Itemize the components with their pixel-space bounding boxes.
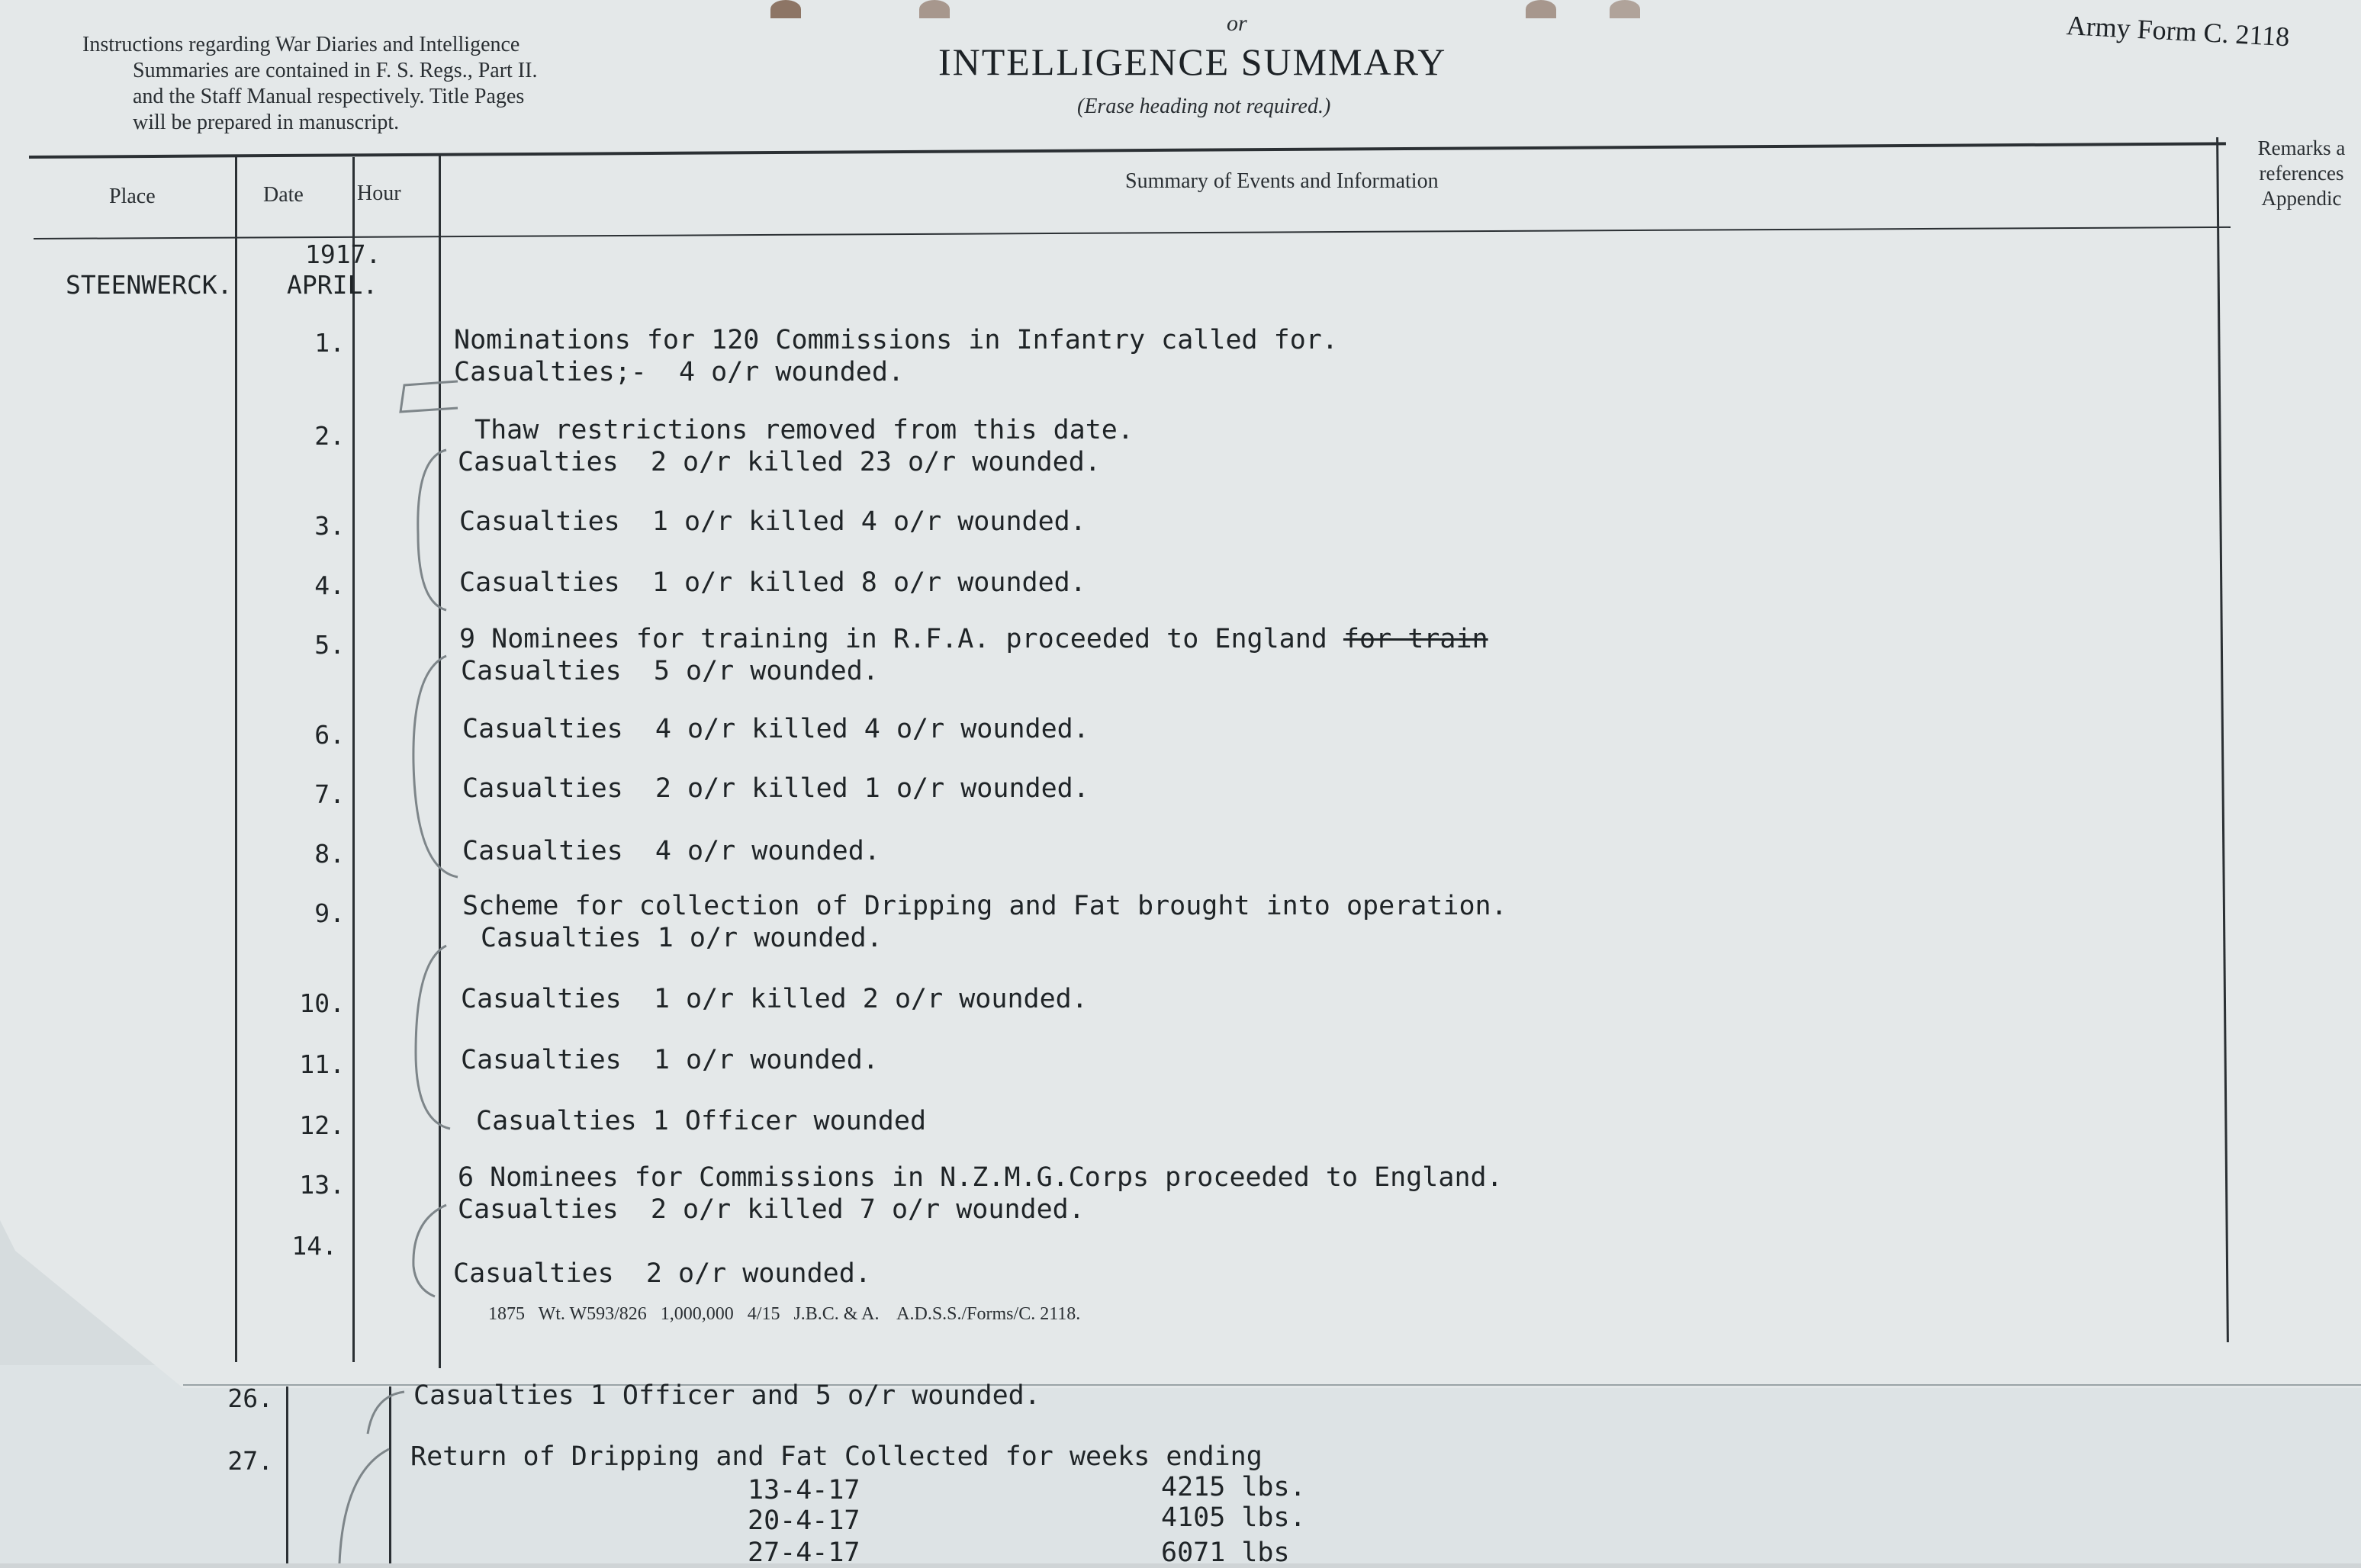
return-week: 27-4-17 — [748, 1537, 860, 1568]
entry-date: 6. — [314, 720, 345, 750]
lower-date-rule — [286, 1386, 288, 1563]
entry-date: 1. — [314, 328, 345, 358]
entry-date: 5. — [314, 630, 345, 660]
return-week: 13-4-17 — [748, 1475, 860, 1505]
remarks-column-header — [2244, 136, 2359, 211]
entry-line: Casualties 1 o/r killed 8 o/r wounded. — [459, 567, 1086, 598]
entry-date: 7. — [314, 779, 345, 809]
entry-line: Nominations for 120 Commissions in Infantry called for. — [454, 325, 1338, 355]
punch-hole — [770, 0, 801, 18]
entry-line: Casualties 1 Officer and 5 o/r wounded. — [413, 1380, 1041, 1411]
entry-line: Casualties 1 o/r killed 2 o/r wounded. — [461, 984, 1088, 1014]
entry-line — [459, 624, 1488, 654]
entry-line: Casualties 2 o/r killed 7 o/r wounded. — [458, 1194, 1085, 1225]
place-label: STEENWERCK. — [66, 270, 233, 300]
entry-date: 11. — [299, 1049, 345, 1079]
entry-date: 4. — [314, 570, 345, 600]
entry-line: Casualties 2 o/r killed 23 o/r wounded. — [458, 447, 1101, 477]
instructions-block — [82, 32, 662, 136]
printer-imprint: 1875 Wt. W593/826 1,000,000 4/15 J.B.C. & A. A.D.S.S./Forms/C. 2118. — [488, 1304, 1081, 1324]
entry-line: Thaw restrictions removed from this date. — [474, 415, 1134, 445]
entry-line: Casualties 1 Officer wounded — [476, 1106, 927, 1136]
erase-note: (Erase heading not required.) — [1077, 95, 1331, 118]
entry-date: 27. — [227, 1446, 273, 1476]
entry-line: Casualties;- 4 o/r wounded. — [454, 357, 905, 387]
entry-line: Casualties 2 o/r wounded. — [453, 1258, 871, 1289]
entry-date: 9. — [314, 898, 345, 928]
entry-line: Return of Dripping and Fat Collected for weeks ending — [410, 1441, 1263, 1472]
entry-line: 6 Nominees for Commissions in N.Z.M.G.Corps proceeded to England. — [458, 1162, 1503, 1193]
entry-line: Casualties 1 o/r killed 4 o/r wounded. — [459, 506, 1086, 537]
hour-column-rule — [439, 156, 441, 1368]
punch-hole — [1610, 0, 1640, 18]
entry-line: Casualties 1 o/r wounded. — [461, 1045, 879, 1075]
lower-hour-rule — [389, 1386, 391, 1563]
entry-date: 13. — [299, 1170, 345, 1200]
place-column-header: Place — [109, 185, 156, 208]
summary-column-header: Summary of Events and Information — [1125, 169, 1439, 193]
punch-hole — [1526, 0, 1556, 18]
place-column-rule — [235, 157, 237, 1362]
return-amount: 4105 lbs. — [1161, 1502, 1306, 1533]
entry-line: Casualties 4 o/r wounded. — [462, 836, 880, 866]
entry-text: 9 Nominees for training in R.F.A. proceeded to England — [459, 624, 1343, 654]
hour-column-header: Hour — [357, 182, 401, 205]
page-title: INTELLIGENCE SUMMARY — [938, 40, 1447, 83]
return-amount: 4215 lbs. — [1161, 1472, 1306, 1502]
instructions-line: and the Staff Manual respectively. Title Pages — [133, 85, 525, 108]
entry-line: Casualties 1 o/r wounded. — [481, 923, 883, 953]
entry-date: 2. — [314, 421, 345, 451]
remarks-line: Remarks a — [2257, 137, 2346, 159]
instructions-line: Summaries are contained in F. S. Regs., Part II. — [133, 59, 538, 82]
return-amount: 6071 lbs — [1161, 1537, 1290, 1568]
instructions-line: Instructions regarding War Diaries and Intelligence — [82, 33, 520, 56]
struck-text: for train — [1343, 624, 1488, 654]
return-week: 20-4-17 — [748, 1505, 860, 1536]
entry-line: Casualties 4 o/r killed 4 o/r wounded. — [462, 714, 1089, 744]
entry-line: Casualties 5 o/r wounded. — [461, 656, 879, 686]
date-column-header: Date — [263, 183, 304, 207]
entry-date: 26. — [227, 1383, 273, 1413]
entry-line: Scheme for collection of Dripping and Fat brought into operation. — [462, 891, 1507, 921]
month-label: APRIL. — [287, 270, 378, 300]
entry-date: 12. — [299, 1110, 345, 1140]
punch-hole — [919, 0, 950, 18]
entry-date: 14. — [291, 1231, 337, 1261]
army-form-number: Army Form C. 2118 — [2065, 9, 2291, 53]
entry-date: 3. — [314, 511, 345, 541]
remarks-line: references — [2259, 162, 2344, 185]
instructions-line: will be prepared in manuscript. — [133, 111, 400, 134]
or-label: or — [1227, 11, 1247, 36]
remarks-line: Appendic — [2261, 187, 2342, 210]
entry-line: Casualties 2 o/r killed 1 o/r wounded. — [462, 773, 1089, 804]
year-label: 1917. — [305, 239, 381, 269]
entry-date: 10. — [299, 988, 345, 1018]
entry-date: 8. — [314, 839, 345, 869]
date-column-rule — [352, 157, 355, 1362]
